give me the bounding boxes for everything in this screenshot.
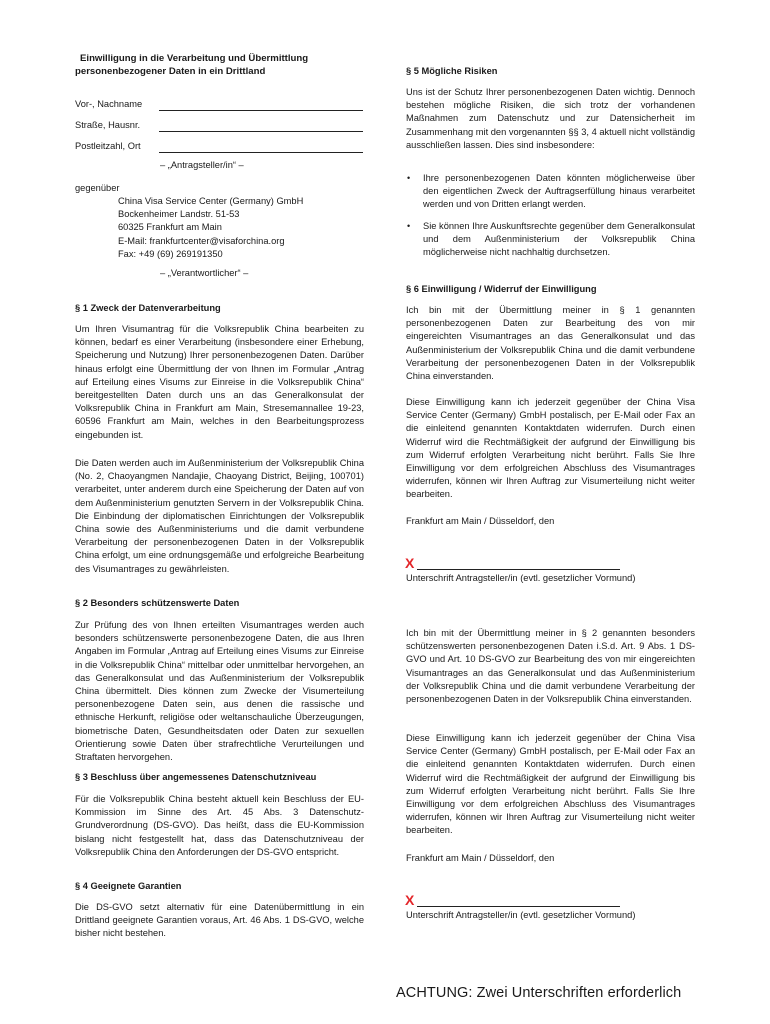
section-6-heading: § 6 Einwilligung / Widerruf der Einwilligung <box>406 284 597 294</box>
two-signatures-warning: ACHTUNG: Zwei Unterschriften erforderlich <box>396 985 682 1001</box>
section-3-heading: § 3 Beschluss über angemessenes Datenschutzniveau <box>75 772 317 782</box>
section-2-paragraph: Zur Prüfung des von Ihnen erteilten Visumantrages werden auch besonders schützenswerte personenbezogene Daten, die aus Ihren Angaben im Formular „Antrag auf Erteilung eines Visums zur Einreise in die Volksrepublik China“ mittelbar oder unmittelbar hervorgehen, an das Generalkonsulat und das Außenministerium der Volksrepublik China übermittelt. Dies können zum Zwecke der Visumerteilung personenbezogene Daten sein, aus denen die rassische und ethnische Herkunft, religiöse oder weltanschauliche Überzeugungen, biometrische Daten, Gesundheitsdaten oder Daten zur sexuellen Orientierung sowie Daten über strafrechtliche Verurteilungen und Straftaten hervorgehen. <box>75 620 364 763</box>
section-2-heading: § 2 Besonders schützenswerte Daten <box>75 598 240 608</box>
counterpart-label: gegenüber <box>75 183 120 193</box>
section-1-paragraph-1: Um Ihren Visumantrag für die Volksrepublik China bearbeiten zu können, bedarf es einer Verarbeitung (insbesondere einer Erhebung, Speicherung und Nutzung) Ihrer personenbezogenen Daten. Darüber hinaus erfolgt eine Übermittlung der von Ihnen im Formular „Antrag auf Erteilung eines Visums zur Einreise in die Volksrepublik China“ bereitgestellten Daten durch uns an das Generalkonsulat der Volksrepublik China in Frankfurt am Main, Stresemannallee 19-23, 60596 Frankfurt am Main, welches in den Bearbeitungsprozess eingebunden ist. <box>75 324 364 440</box>
signature-1-label: Unterschrift Antragsteller/in (evtl. gesetzlicher Vormund) <box>406 573 636 583</box>
address-street: Bockenheimer Landstr. 51-53 <box>118 209 240 220</box>
consent-1-paragraph: Ich bin mit der Übermittlung meiner in § 1 genannten personenbezogenen Daten zur Bearbeitung des von mir eingereichten Visumantrages an das Generalkonsulat und das Außenministerium der Volksrepublik China und die damit verbundene Verarbeitung der personenbezogenen Daten in der Volksrepublik China einverstanden. <box>406 305 695 382</box>
revoke-paragraph-1: Diese Einwilligung kann ich jederzeit gegenüber der China Visa Service Center (Germany) GmbH postalisch, per E-Mail oder Fax an die einleitend genannten Kontaktdaten widerrufen. Durch einen Widerruf wird die Rechtmäßigkeit der aufgrund der Einwilligung bis zum Widerruf erfolgten Verarbeitung nicht berührt. Falls Sie Ihre Einwilligung vor dem erfolgreichen Abschluss des Visumantrages widerrufen, können wir Ihren Auftrag zur Visumerteilung nicht weiter bearbeiten. <box>406 397 695 500</box>
name-field-label: Vor-, Nachname <box>75 99 143 109</box>
consent-2-paragraph: Ich bin mit der Übermittlung meiner in § 2 genannten besonders schützenswerten personenbezogenen Daten i.S.d. Art. 9 Abs. 1 DS-GVO und Art. 10 DS-GVO zur Bearbeitung des von mir eingereichten Visumantrages an das Generalkonsulat und das Außenministerium der Volksrepublik China und die damit verbundene Verarbeitung der personenbezogenen Daten in der Volksrepublik China einverstanden. <box>406 628 695 705</box>
street-field-row <box>75 119 364 133</box>
street-field-label: Straße, Hausnr. <box>75 120 141 130</box>
bullet-icon: • <box>407 220 411 231</box>
risk-list-item-text: Sie können Ihre Auskunftsrechte gegenüber dem Generalkonsulat und dem Außenministerium der Volksrepublik China möglicherweise nicht nachhaltig durchsetzen. <box>423 220 695 258</box>
signature-2-label: Unterschrift Antragsteller/in (evtl. gesetzlicher Vormund) <box>406 910 636 920</box>
revoke-paragraph-2: Diese Einwilligung kann ich jederzeit gegenüber der China Visa Service Center (Germany) GmbH postalisch, per E-Mail oder Fax an die einleitend genannten Kontaktdaten widerrufen. Durch einen Widerruf wird die Rechtmäßigkeit der aufgrund der Einwilligung bis zum Widerruf erfolgten Verarbeitung nicht berührt. Falls Sie Ihre Einwilligung vor dem erfolgreichen Abschluss des Visumantrages widerrufen, können wir Ihren Auftrag zur Visumerteilung nicht weiter bearbeiten. <box>406 733 695 836</box>
place-date-line-1: Frankfurt am Main / Düsseldorf, den <box>406 516 555 526</box>
form-title-line-1: Einwilligung in die Verarbeitung und Übermittlung <box>80 53 309 64</box>
risk-list-item <box>406 220 695 260</box>
risk-list-item <box>406 172 695 212</box>
section-1-heading: § 1 Zweck der Datenverarbeitung <box>75 303 221 313</box>
postal-city-field-row <box>75 140 364 154</box>
address-city: 60325 Frankfurt am Main <box>118 222 222 233</box>
section-4-paragraph: Die DS-GVO setzt alternativ für eine Datenübermittlung in ein Drittland geeignete Garantien voraus, Art. 46 Abs. 1 DS-GVO, welche bisher nicht bestehen. <box>75 902 364 939</box>
section-4-heading: § 4 Geeignete Garantien <box>75 881 182 891</box>
place-date-line-2: Frankfurt am Main / Düsseldorf, den <box>406 853 555 863</box>
signature-2-x-mark: X <box>405 892 415 908</box>
address-company: China Visa Service Center (Germany) GmbH <box>118 196 304 206</box>
form-title-line-2: personenbezogener Daten in ein Drittland <box>75 66 266 77</box>
bullet-icon: • <box>407 173 411 183</box>
section-5-heading: § 5 Mögliche Risiken <box>406 66 498 76</box>
address-fax: Fax: +49 (69) 269191350 <box>118 248 223 259</box>
signature-1-line[interactable] <box>417 569 620 570</box>
section-3-paragraph: Für die Volksrepublik China besteht aktuell kein Beschluss der EU-Kommission im Sinne des Art. 45 Abs. 3 Datenschutz-Grundverordnung (DS-GVO). Das heißt, dass die EU-Kommission bislang nicht festgestellt hat, dass das Datenschutzniveau der Volksrepublik China den Anforderungen der DS-GVO entspricht. <box>75 794 364 857</box>
section-5-paragraph: Uns ist der Schutz Ihrer personenbezogenen Daten wichtig. Dennoch bestehen mögliche Risiken, die sich trotz der vorhandenen Maßnahmen zum Datenschutz und zur Datensicherheit im Zusammenhang mit den vorgenannten §§ 3, 4 aktuell nicht vollständig ausschließen lassen. Dies sind insbesondere: <box>406 87 695 150</box>
postal-city-field[interactable] <box>159 140 363 153</box>
risk-list-item-text: Ihre personenbezogenen Daten könnten möglicherweise über den eigentlichen Zweck der Auftragserfüllung hinaus verarbeitet werden und von Dritten erlangt werden. <box>423 173 695 210</box>
form-title <box>75 52 370 78</box>
address-email: E-Mail: frankfurtcenter@visaforchina.org <box>118 235 285 246</box>
applicant-note: – „Antragsteller/in“ – <box>160 160 244 170</box>
signature-1-x-mark: X <box>405 555 415 571</box>
postal-city-field-label: Postleitzahl, Ort <box>75 141 141 151</box>
controller-note: – „Verantwortlicher“ – <box>160 268 249 278</box>
section-1-paragraph-2: Die Daten werden auch im Außenministerium der Volksrepublik China (No. 2, Chaoyangmen Nandajie, Chaoyang District, Beijing, 100701) verarbeitet, unter anderem durch eine Speicherung der Daten auf von dem Außenministerium genutzten Servern in der Volksrepublik China. Die Einbindung der diplomatischen Einrichtungen der Volksrepublik China sowie des Außenministeriums und die damit verbundene Verarbeitung der personenbezogenen Daten in der Volksrepublik China erfolgt, um eine ordnungsgemäße und erfolgreiche Bearbeitung des Visumantrages zu gewährleisten. <box>75 458 364 574</box>
signature-2-line[interactable] <box>417 906 620 907</box>
name-field-row <box>75 98 364 112</box>
controller-address <box>118 195 358 261</box>
street-field[interactable] <box>159 119 363 132</box>
name-field[interactable] <box>159 98 363 111</box>
risk-list <box>406 172 695 267</box>
